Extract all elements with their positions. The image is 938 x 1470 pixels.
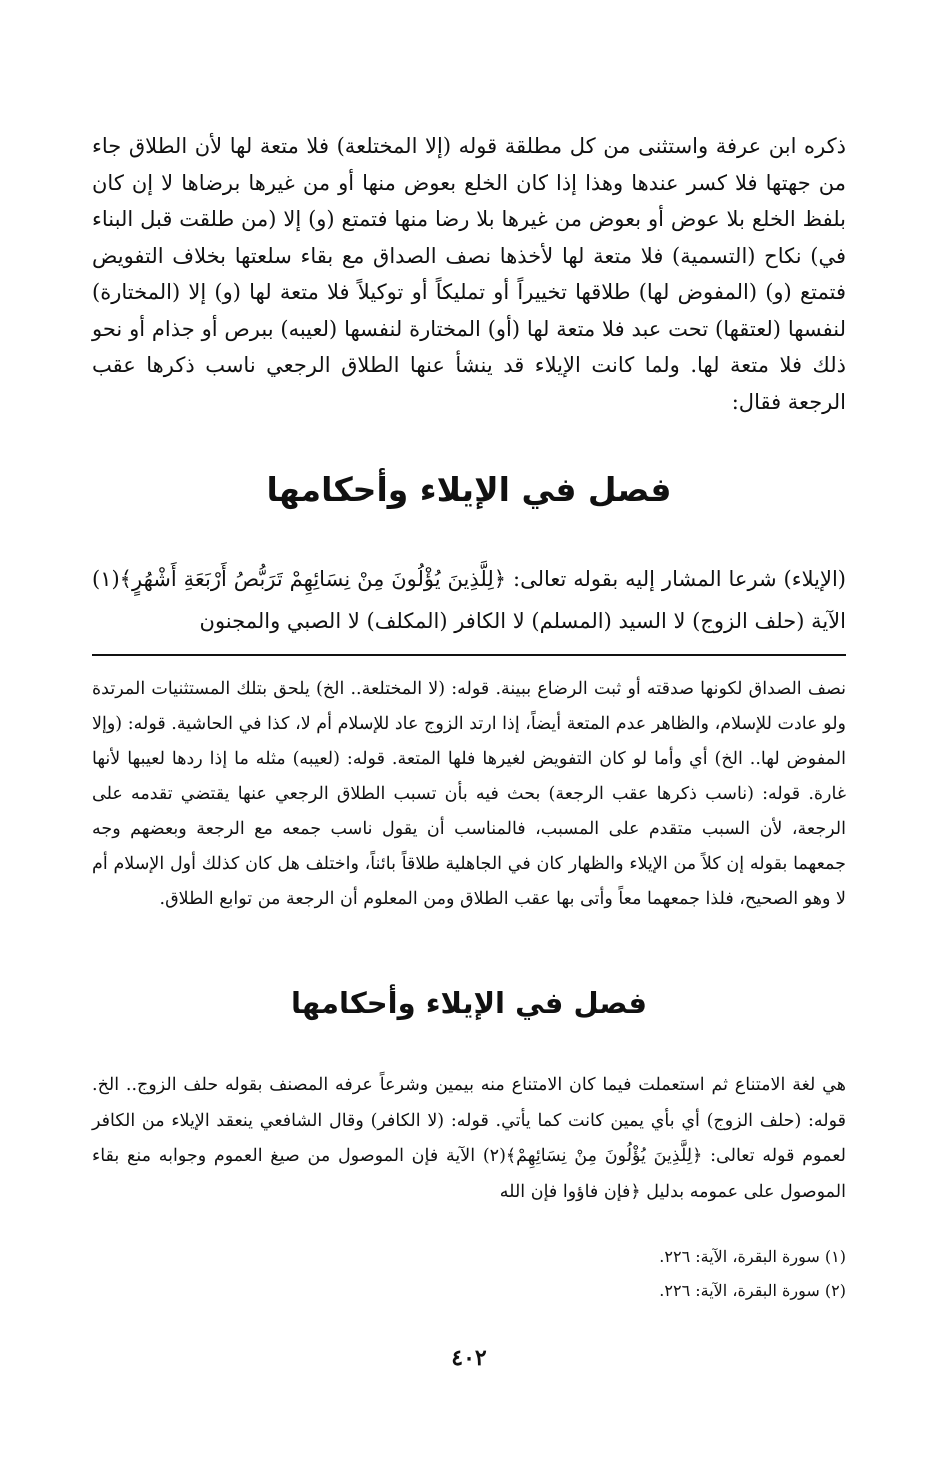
footnote: (١) سورة البقرة، الآية: ٢٢٦.: [659, 1247, 846, 1266]
commentary-text: نصف الصداق لكونها صدقته أو ثبت الرضاع ببينة. قوله: (لا المختلعة.. الخ) يلحق بتلك المستثنيات المرتدة ولو عادت للإسلام، والظاهر عدم المتعة أيضاً، إذا ارتد الزوج عاد للإسلام أم لا، كذا في الحاشية. قوله: (وإلا المفوض لها.. الخ) أي وأما لو كان التفويض لغيرها فلها المتعة. قوله: (لعيبه) مثله ما إذا ردها لعيبها لأنها غارة. قوله: (ناسب ذكرها عقب الرجعة) بحث فيه بأن تسبب الطلاق الرجعي عنها يقتضي تقدمه على الرجعة، لأن السبب متقدم على المسبب، فالمناسب أن يقول ناسب جمعه مع الرجعة وبعضهم وجه جمعهما بقوله إن كلاً من الإيلاء والظهار كان في الجاهلية طلاقاً بائناً، واختلف هل كان كذلك أول الإسلام أم لا وهو الصحيح، فلذا جمعهما معاً وأتى بها عقب الطلاق ومن المعلوم أن الرجعة من توابع الطلاق.: [92, 679, 846, 909]
main-text: ذكره ابن عرفة واستثنى من كل مطلقة قوله (إلا المختلعة) فلا متعة لها لأن الطلاق جاء من جهتها فلا كسر عندها وهذا إذا كان الخلع بعوض منها أو من غيرها برضاها لا إن كان بلفظ الخلع بلا عوض أو بعوض من غيرها بلا رضا منها فتمتع (و) إلا (من طلقت قبل البناء في) نكاح (التسمية) فلا متعة لها لأخذها نصف الصداق مع بقاء سلعتها بخلاف التفويض فتمتع (و) (المفوض لها) طلاقها تخييراً أو تمليكاً أو توكيلاً فلا متعة لها (و) إلا (المختارة) لنفسها (لعتقها) تحت عبد فلا متعة لها (أو) المختارة لنفسها (لعيبه) ببرص أو جذام أو نحو ذلك فلا متعة لها. ولما كانت الإيلاء قد ينشأ عنها الطلاق الرجعي ناسب ذكرها عقب الرجعة فقال:: [92, 134, 846, 414]
commentary-heading: فصل في الإيلاء وأحكامها: [291, 986, 647, 1020]
chapter-heading: فصل في الإيلاء وأحكامها: [266, 470, 672, 509]
page-number: ٤٠٢: [451, 1345, 487, 1371]
main-text-continued: (الإيلاء) شرعا المشار إليه بقوله تعالى: ﴿لِلَّذِينَ يُؤْلُونَ مِنْ نِسَائِهِمْ تَرَبُّصُ أَرْبَعَةِ أَشْهُرٍ﴾(١) الآية (حلف الزوج) لا السيد (المسلم) لا الكافر (المكلف) لا الصبي والمجنون: [92, 567, 846, 633]
separator-rule: [92, 654, 846, 656]
commentary-text-continued: هي لغة الامتناع ثم استعملت فيما كان الامتناع منه بيمين وشرعاً عرفه المصنف بقوله حلف الزوج.. الخ. قوله: (حلف الزوج) أي بأي يمين كانت كما يأتي. قوله: (لا الكافر) وقال الشافعي ينعقد الإيلاء من الكافر لعموم قوله تعالى: ﴿لِلَّذِينَ يُؤْلُونَ مِنْ نِسَائِهِمْ﴾(٢) الآية فإن الموصول من صيغ العموم وجوابه منع بقاء الموصول على عمومه بدليل ﴿فإن فاؤوا فإن الله: [92, 1075, 846, 1202]
footnotes: [659, 1240, 846, 1308]
footnote: (٢) سورة البقرة، الآية: ٢٢٦.: [659, 1281, 846, 1300]
